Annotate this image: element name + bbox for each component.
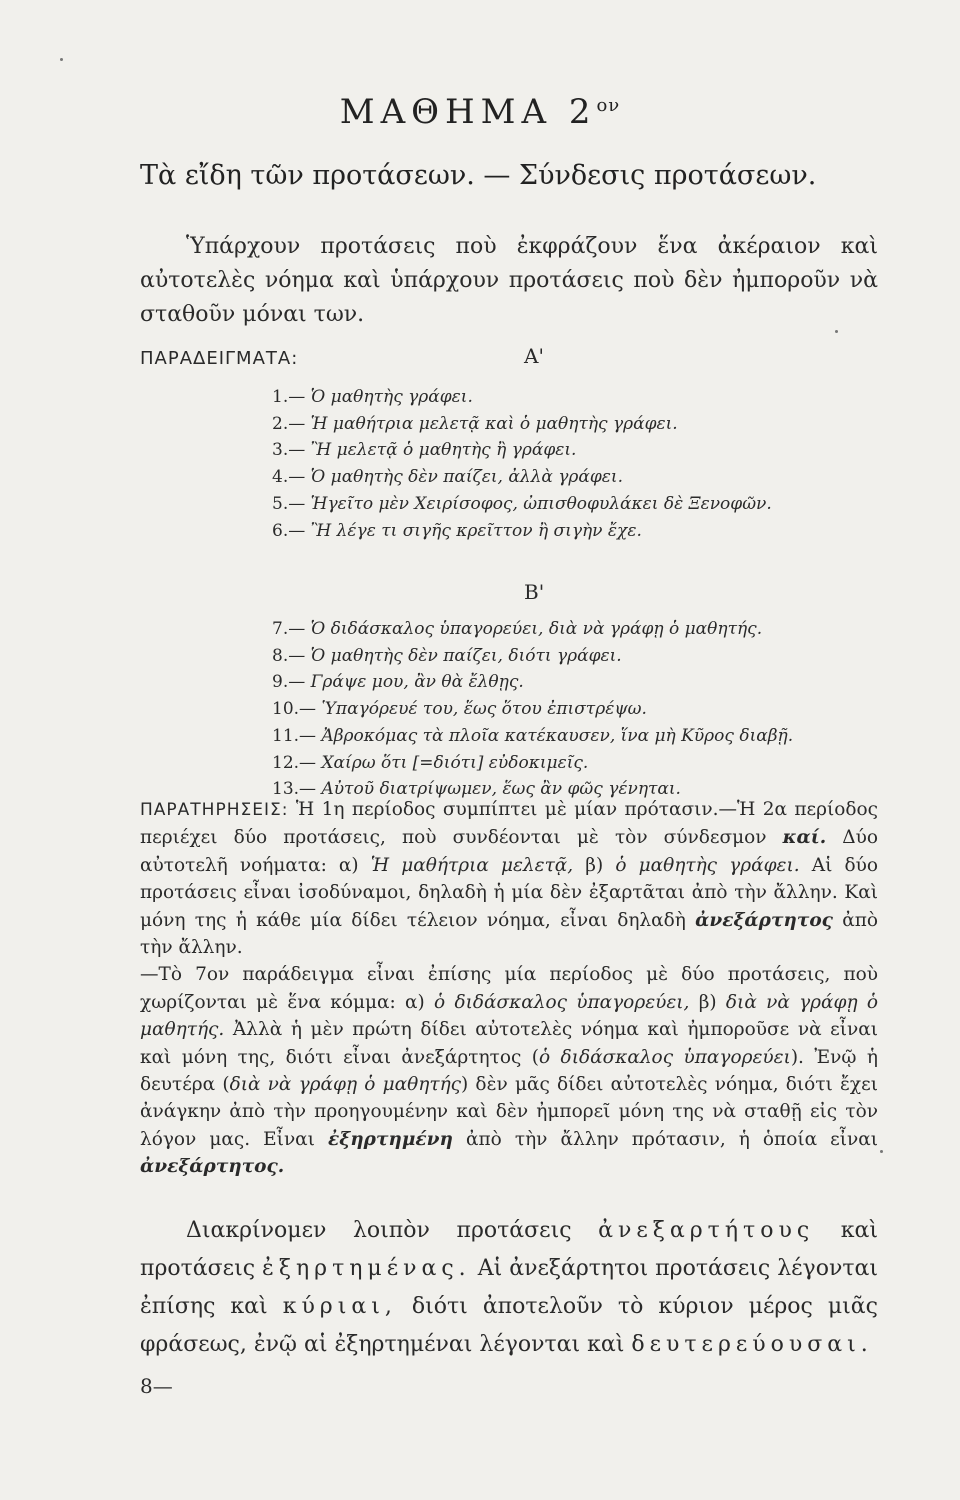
observations-paragraph-2: —Τὸ 7ον παράδειγμα εἶναι ἐπίσης μία περίοδος μὲ δύο προτάσεις, ποὺ χωρίζονται μὲ ἕνα κόμμα: α) ὁ διδάσκαλος ὑπαγορεύει, β) διὰ νὰ γράφῃ ὁ μαθητής. Ἀλλὰ ἡ μὲν πρώτη δίδει αὐτοτελὲς νόημα καὶ ἠμποροῦσε νὰ εἶναι καὶ μόνη της, διότι εἶναι ἀνεξάρτητος (ὁ διδάσκαλος ὑπαγορεύει). Ἐνῷ ἡ δευτέρα (διὰ νὰ γράφῃ ὁ μαθητής) δὲν μᾶς δίδει αὐτοτελὲς νόημα, διότι ἔχει ἀνάγκην ἀπὸ τὴν προηγουμένην καὶ δὲν ἠμπορεῖ μόνη της νὰ σταθῇ εἰς τὸν λόγον μας. Εἶναι ἐξηρτημένη ἀπὸ τὴν ἄλλην πρότασιν, ἡ ὁποία εἶναι ἀνεξάρτητος. [140,964,878,1178]
observations-label: ΠΑΡΑΤΗΡΗΣΕΙΣ: [140,800,289,820]
print-speck [880,1150,883,1153]
lesson-title-suffix: ον [596,95,621,116]
page-number: 8— [140,1374,173,1398]
examples-heading: ΠΑΡΑΔΕΙΓΜΑΤΑ: [140,348,299,369]
term-dependent: ἐξηρτημένας. [262,1256,471,1281]
lesson-subtitle: Τὰ εἴδη τῶν προτάσεων. — Σύνδεσις προτάσεων. [140,160,817,191]
section-b-label: Β' [524,580,545,604]
print-speck [60,58,63,61]
intro-text: Ὑπάρχουν προτάσεις ποὺ ἐκφράζουν ἕνα ἀκέραιον καὶ αὐτοτελὲς νόημα καὶ ὑπάρχουν προτάσεις ποὺ δὲν ἠμποροῦν νὰ σταθοῦν μόναι των. [140,234,878,327]
example-item: 8.— Ὁ μαθητὴς δὲν παίζει, διότι γράφει. [272,645,622,666]
section-a-label: Α' [524,344,544,368]
print-speck [835,330,838,333]
example-item: 9.— Γράψε μου, ἂν θὰ ἔλθῃς. [272,672,524,693]
example-item: 4.— Ὁ μαθητὴς δὲν παίζει, ἀλλὰ γράφει. [272,467,623,488]
observations-section [140,796,878,1181]
example-item: 10.— Ὑπαγόρευέ του, ἕως ὅτου ἐπιστρέψω. [272,699,647,720]
example-item: 5.— Ἡγεῖτο μὲν Χειρίσοφος, ὠπισθοφυλάκει δὲ Ξενοφῶν. [272,493,772,514]
observations-paragraph-1: ΠΑΡΑΤΗΡΗΣΕΙΣ: Ἡ 1η περίοδος συμπίπτει μὲ μίαν πρότασιν.—Ἡ 2α περίοδος περιέχει δύο προτάσεις, ποὺ συνδέονται μὲ τὸν σύνδεσμον καί. Δύο αὐτοτελῆ νοήματα: α) Ἡ μαθήτρια μελετᾷ, β) ὁ μαθητὴς γράφει. Αἱ δύο προτάσεις εἶναι ἰσοδύναμοι, δηλαδὴ ἡ μία δὲν ἐξαρτᾶται ἀπὸ τὴν ἄλλην. Καὶ μόνη της ἡ κάθε μία δίδει τέλειον νόημα, εἶναι δηλαδὴ ἀνεξάρτητος ἀπὸ τὴν ἄλλην. [140,799,879,959]
examples-list-b [272,616,892,803]
term-secondary: δευτερεύουσαι. [631,1332,873,1357]
intro-paragraph [140,230,878,332]
example-item: 2.— Ἡ μαθήτρια μελετᾷ καὶ ὁ μαθητὴς γράφει. [272,413,678,434]
examples-list-a [272,384,892,544]
example-item: 1.— Ὁ μαθητὴς γράφει. [272,387,473,407]
example-item: 6.— Ἢ λέγε τι σιγῆς κρεῖττον ἢ σιγὴν ἔχε. [272,520,642,541]
example-item: 11.— Ἀβροκόμας τὰ πλοῖα κατέκαυσεν, ἵνα μὴ Κῦρος διαβῇ. [272,725,794,746]
lesson-title: ΜΑΘΗΜΑ $2^{o\nu}$ [339,92,621,132]
example-item: 13.— Αὐτοῦ διατρίψωμεν, ἕως ἂν φῶς γένηται. [272,779,681,800]
example-item: 12.— Χαίρω ὅτι [=διότι] εὐδοκιμεῖς. [272,752,589,773]
example-item: 7.— Ὁ διδάσκαλος ὑπαγορεύει, διὰ νὰ γράφῃ ὁ μαθητής. [272,619,763,639]
example-item: 3.— Ἢ μελετᾷ ὁ μαθητὴς ἢ γράφει. [272,440,577,461]
term-independent: ἀνεξαρτήτους [598,1218,815,1243]
conclusion-paragraph: Διακρίνομεν λοιπὸν προτάσεις ἀνεξαρτήτους καὶ προτάσεις ἐξηρτημένας. Αἱ ἀνεξάρτητοι προτάσεις λέγονται ἐπίσης καὶ κύριαι, διότι ἀποτελοῦν τὸ κύριον μέρος μιᾶς φράσεως, ἐνῷ αἱ ἐξηρτημέναι λέγονται καὶ δευτερεύουσαι. [140,1218,878,1357]
term-main: κύριαι, [282,1294,397,1319]
